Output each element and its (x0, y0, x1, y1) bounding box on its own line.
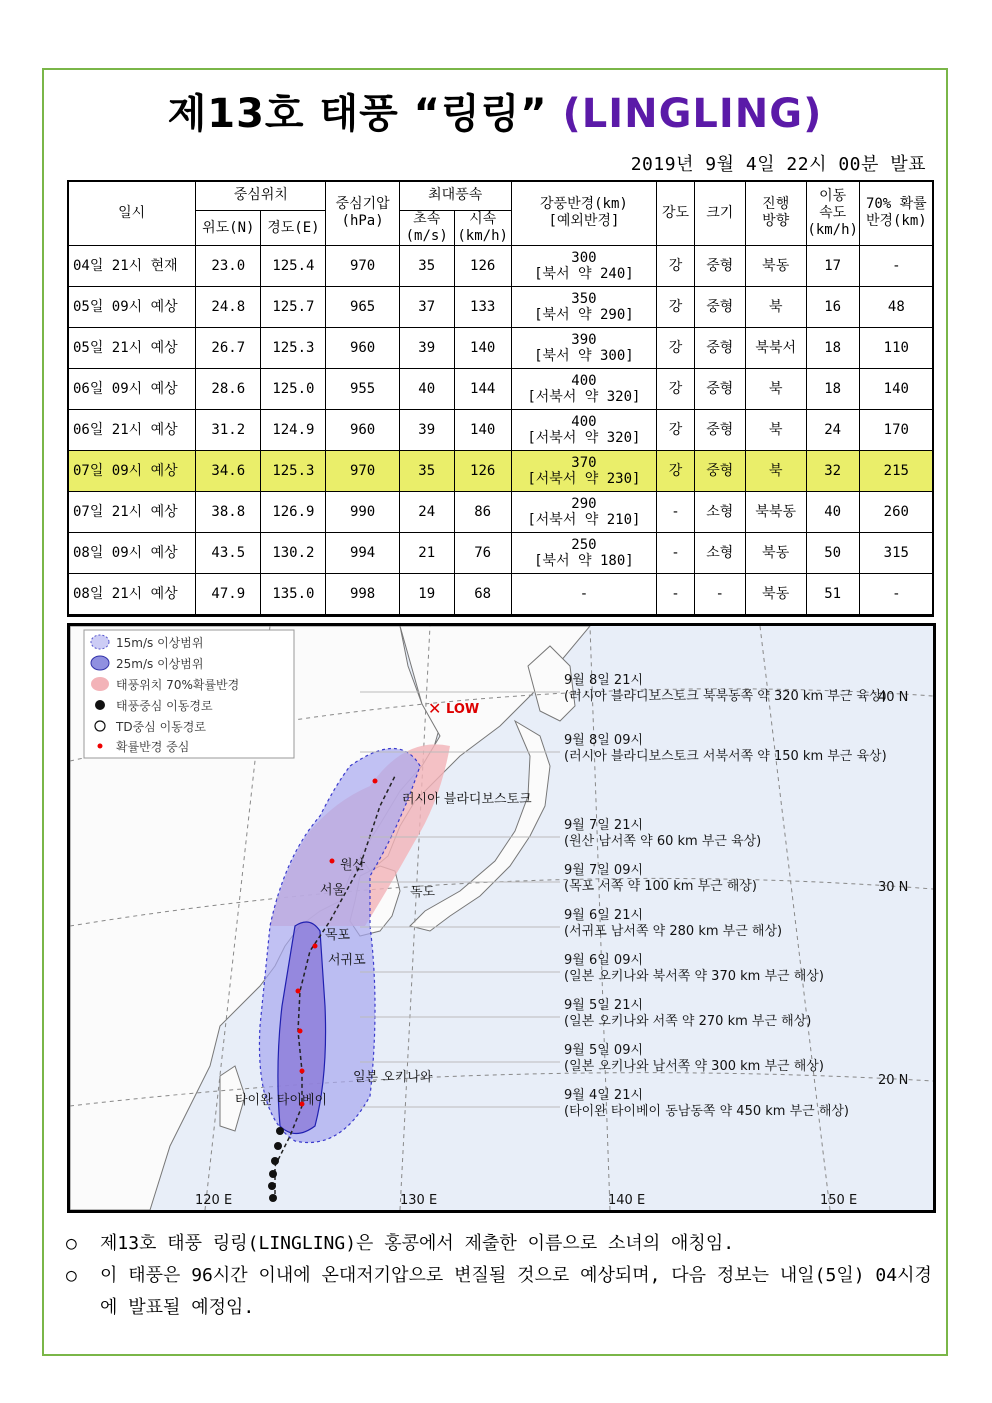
callout-desc: (러시아 블라디보스토크 서북서쪽 약 150 km 부근 육상) (564, 749, 887, 764)
table-row (68, 533, 934, 574)
cell-lat: 43.5 (196, 533, 261, 574)
legend-label: 태풍위치 70%확률반경 (116, 678, 240, 692)
cell-spd: 24 (806, 410, 859, 451)
cell-ms: 39 (399, 410, 454, 451)
cell-prob: 215 (859, 451, 933, 492)
cell-dt: 04일 21시 현재 (68, 246, 196, 287)
cell-size: 중형 (694, 246, 745, 287)
place-label: 타이완 타이베이 (235, 1093, 328, 1108)
place-label: 일본 오키나와 (353, 1070, 433, 1085)
table-row (68, 574, 934, 615)
radius-value: 350 (571, 291, 597, 307)
cell-dir: 북동 (745, 533, 806, 574)
cell-ms: 19 (399, 574, 454, 615)
cell-prob: 315 (859, 533, 933, 574)
cell-ms: 40 (399, 369, 454, 410)
header-pressure: 중심기압 (hPa) (326, 181, 399, 246)
legend-center-dot (98, 744, 103, 749)
cell-int: - (657, 492, 695, 533)
lat-label: 30 N (878, 880, 909, 895)
cell-dir: 북동 (745, 246, 806, 287)
radius-exception: [북서 약 180] (534, 553, 634, 569)
page-title (42, 82, 948, 139)
cell-size: 중형 (694, 451, 745, 492)
cell-hpa: 965 (326, 287, 399, 328)
cell-ms: 35 (399, 451, 454, 492)
place-label: 서울 (320, 883, 346, 898)
cell-lat: 24.8 (196, 287, 261, 328)
cell-dt: 07일 09시 예상 (68, 451, 196, 492)
cell-size: 소형 (694, 533, 745, 574)
cell-kmh: 140 (454, 410, 511, 451)
header-size: 크기 (694, 181, 745, 246)
title-english: (LINGLING) (562, 91, 823, 137)
cell-radius (511, 410, 657, 451)
cell-dt: 05일 21시 예상 (68, 328, 196, 369)
cell-dt: 08일 09시 예상 (68, 533, 196, 574)
cell-kmh: 68 (454, 574, 511, 615)
radius-exception: [북서 약 290] (534, 307, 634, 323)
cell-kmh: 133 (454, 287, 511, 328)
radius-exception: [서북서 약 230] (527, 471, 641, 487)
header-datetime: 일시 (68, 181, 196, 246)
cell-int: 강 (657, 369, 695, 410)
notes (66, 1228, 936, 1324)
header-max-wind: 최대풍속 (399, 181, 511, 211)
title-korean: 제13호 태풍 “링링” (167, 91, 548, 137)
table-row (68, 410, 934, 451)
cell-size: 중형 (694, 369, 745, 410)
legend-label: 25m/s 이상범위 (116, 657, 204, 671)
cell-hpa: 960 (326, 328, 399, 369)
cell-size: 중형 (694, 410, 745, 451)
header-kmh: 시속 (km/h) (454, 211, 511, 246)
cell-hpa: 994 (326, 533, 399, 574)
cell-lon: 125.4 (261, 246, 326, 287)
header-lat: 위도(N) (196, 211, 261, 246)
header-center-position: 중심위치 (196, 181, 326, 211)
radius-exception: [서북서 약 320] (527, 389, 641, 405)
cell-prob: - (859, 574, 933, 615)
low-label: LOW (446, 702, 480, 717)
cell-ms: 39 (399, 328, 454, 369)
cell-dir: 북 (745, 287, 806, 328)
cell-prob: 170 (859, 410, 933, 451)
typhoon-track-symbol (276, 1127, 284, 1135)
lon-label: 130 E (400, 1193, 438, 1208)
cell-kmh: 126 (454, 451, 511, 492)
lat-label: 20 N (878, 1073, 909, 1088)
cell-spd: 50 (806, 533, 859, 574)
cell-lat: 26.7 (196, 328, 261, 369)
radius-exception: [북서 약 240] (534, 266, 634, 282)
radius-value: 250 (571, 537, 597, 553)
legend-prob-swatch (91, 677, 109, 691)
header-probability: 70% 확률 반경(km) (859, 181, 933, 246)
cell-lon: 125.3 (261, 328, 326, 369)
cell-kmh: 144 (454, 369, 511, 410)
cell-spd: 16 (806, 287, 859, 328)
cell-dt: 07일 21시 예상 (68, 492, 196, 533)
probability-center-dot (298, 1029, 303, 1034)
callout-desc: (러시아 블라디보스토크 북북동쪽 약 320 km 부근 육상) (564, 689, 887, 704)
cell-spd: 18 (806, 328, 859, 369)
radius-value: 290 (571, 496, 597, 512)
header-radius: 강풍반경(km) [예외반경] (511, 181, 657, 246)
track-map-svg (70, 626, 933, 1210)
place-label: 목포 (325, 928, 351, 943)
radius-exception: [서북서 약 320] (527, 430, 641, 446)
cell-size: 중형 (694, 328, 745, 369)
cell-size: 소형 (694, 492, 745, 533)
legend-label: 태풍중심 이동경로 (116, 699, 213, 713)
place-label: 러시아 블라디보스토크 (402, 792, 532, 807)
cell-spd: 32 (806, 451, 859, 492)
table-row (68, 492, 934, 533)
cell-prob: 110 (859, 328, 933, 369)
cell-radius (511, 369, 657, 410)
cell-lon: 135.0 (261, 574, 326, 615)
cell-lon: 125.3 (261, 451, 326, 492)
cell-kmh: 86 (454, 492, 511, 533)
cell-int: - (657, 574, 695, 615)
callout-desc: (타이완 타이베이 동남동쪽 약 450 km 부근 해상) (564, 1104, 850, 1119)
radius-exception: [북서 약 300] (534, 348, 634, 364)
cell-dir: 북 (745, 369, 806, 410)
header-lon: 경도(E) (261, 211, 326, 246)
cell-dt: 06일 21시 예상 (68, 410, 196, 451)
cell-dir: 북 (745, 451, 806, 492)
header-intensity: 강도 (657, 181, 695, 246)
cell-prob: - (859, 246, 933, 287)
cell-ms: 35 (399, 246, 454, 287)
note-text: 이 태풍은 96시간 이내에 온대저기압으로 변질될 것으로 예상되며, 다음 정보는 내일(5일) 04시경에 발표될 예정임. (100, 1265, 932, 1318)
cell-dt: 06일 09시 예상 (68, 369, 196, 410)
cell-int: 강 (657, 287, 695, 328)
cell-radius (511, 246, 657, 287)
legend-label: TD중심 이동경로 (116, 720, 206, 734)
lon-label: 140 E (608, 1193, 646, 1208)
place-label: 원산 (340, 858, 366, 873)
cell-dt: 05일 09시 예상 (68, 287, 196, 328)
cell-kmh: 76 (454, 533, 511, 574)
cell-int: 강 (657, 246, 695, 287)
callout-time: 9월 6일 09시 (564, 953, 644, 968)
place-label: 서귀포 (328, 953, 366, 968)
cell-hpa: 970 (326, 246, 399, 287)
radius-value: 390 (571, 332, 597, 348)
cell-hpa: 998 (326, 574, 399, 615)
callout-time: 9월 5일 09시 (564, 1043, 644, 1058)
header-ms: 초속 (m/s) (399, 211, 454, 246)
cell-dt: 08일 21시 예상 (68, 574, 196, 615)
lon-label: 120 E (195, 1193, 233, 1208)
note-item (66, 1228, 936, 1260)
bullet-icon: ○ (66, 1265, 77, 1286)
cell-lon: 130.2 (261, 533, 326, 574)
cell-lat: 28.6 (196, 369, 261, 410)
radius-value: 370 (571, 455, 597, 471)
callout-desc: (서귀포 남서쪽 약 280 km 부근 해상) (564, 924, 783, 939)
probability-center-dot (300, 1069, 305, 1074)
lat-label: 40 N (878, 690, 909, 705)
track-map (67, 623, 936, 1213)
cell-lon: 125.0 (261, 369, 326, 410)
low-x-icon: ✕ (428, 699, 442, 718)
cell-lat: 31.2 (196, 410, 261, 451)
header-direction: 진행 방향 (745, 181, 806, 246)
legend-15ms-swatch (91, 635, 109, 649)
typhoon-track-symbol (268, 1182, 276, 1190)
cell-radius (511, 492, 657, 533)
probability-center-dot (330, 859, 335, 864)
callout-time: 9월 7일 09시 (564, 863, 644, 878)
lon-label: 150 E (820, 1193, 858, 1208)
table-row (68, 287, 934, 328)
callout-time: 9월 7일 21시 (564, 818, 644, 833)
cell-dir: 북동 (745, 574, 806, 615)
legend-25ms-swatch (91, 656, 109, 670)
place-label: 독도 (410, 885, 436, 900)
callout-desc: (원산 남서쪽 약 60 km 부근 육상) (564, 834, 762, 849)
cell-dir: 북북서 (745, 328, 806, 369)
probability-center-dot (313, 944, 318, 949)
radius-value: 300 (571, 250, 597, 266)
callout-time: 9월 8일 09시 (564, 733, 644, 748)
table-row (68, 246, 934, 287)
cell-spd: 18 (806, 369, 859, 410)
note-item (66, 1260, 936, 1324)
callout-desc: (일본 오키나와 서쪽 약 270 km 부근 해상) (564, 1014, 812, 1029)
cell-hpa: 990 (326, 492, 399, 533)
cell-prob: 48 (859, 287, 933, 328)
probability-center-dot (373, 779, 378, 784)
cell-size: 중형 (694, 287, 745, 328)
cell-kmh: 126 (454, 246, 511, 287)
callout-desc: (일본 오키나와 남서쪽 약 300 km 부근 해상) (564, 1059, 824, 1074)
probability-center-dot (296, 989, 301, 994)
legend-label: 15m/s 이상범위 (116, 636, 204, 650)
callout-desc: (일본 오키나와 북서쪽 약 370 km 부근 해상) (564, 969, 824, 984)
legend-label: 확률반경 중심 (116, 740, 190, 754)
cell-lon: 125.7 (261, 287, 326, 328)
cell-lon: 126.9 (261, 492, 326, 533)
cell-hpa: 970 (326, 451, 399, 492)
cell-radius (511, 287, 657, 328)
cell-prob: 260 (859, 492, 933, 533)
typhoon-track-symbol (274, 1142, 282, 1150)
cell-int: 강 (657, 451, 695, 492)
cell-hpa: 960 (326, 410, 399, 451)
cell-ms: 21 (399, 533, 454, 574)
cell-radius (511, 574, 657, 615)
table-row (68, 328, 934, 369)
cell-ms: 37 (399, 287, 454, 328)
callout-time: 9월 5일 21시 (564, 998, 644, 1013)
cell-lat: 23.0 (196, 246, 261, 287)
cell-lat: 47.9 (196, 574, 261, 615)
cell-dir: 북북동 (745, 492, 806, 533)
typhoon-track-symbol (271, 1157, 279, 1165)
cell-size: - (694, 574, 745, 615)
typhoon-track-symbol (269, 1194, 277, 1202)
cell-spd: 40 (806, 492, 859, 533)
table-row (68, 369, 934, 410)
header-speed: 이동 속도 (km/h) (806, 181, 859, 246)
cell-prob: 140 (859, 369, 933, 410)
cell-radius (511, 451, 657, 492)
cell-radius (511, 328, 657, 369)
radius-exception: [서북서 약 210] (527, 512, 641, 528)
cell-lat: 34.6 (196, 451, 261, 492)
cell-spd: 17 (806, 246, 859, 287)
cell-kmh: 140 (454, 328, 511, 369)
radius-value: - (579, 586, 589, 602)
cell-spd: 51 (806, 574, 859, 615)
note-text: 제13호 태풍 링링(LINGLING)은 홍콩에서 제출한 이름으로 소녀의 애칭임. (100, 1233, 735, 1254)
callout-time: 9월 4일 21시 (564, 1088, 644, 1103)
cell-int: - (657, 533, 695, 574)
callout-time: 9월 6일 21시 (564, 908, 644, 923)
cell-hpa: 955 (326, 369, 399, 410)
cell-lon: 124.9 (261, 410, 326, 451)
cell-int: 강 (657, 410, 695, 451)
cell-dir: 북 (745, 410, 806, 451)
callout-desc: (목포 서쪽 약 100 km 부근 해상) (564, 879, 757, 894)
forecast-table (67, 180, 934, 615)
cell-lat: 38.8 (196, 492, 261, 533)
cell-ms: 24 (399, 492, 454, 533)
radius-value: 400 (571, 373, 597, 389)
bullet-icon: ○ (66, 1233, 77, 1254)
callout-time: 9월 8일 21시 (564, 673, 644, 688)
cell-radius (511, 533, 657, 574)
legend-typhoon-icon (95, 700, 105, 710)
issue-time: 2019년 9월 4일 22시 00분 발표 (630, 154, 926, 175)
table-row (68, 451, 934, 492)
typhoon-track-symbol (269, 1170, 277, 1178)
radius-value: 400 (571, 414, 597, 430)
cell-int: 강 (657, 328, 695, 369)
